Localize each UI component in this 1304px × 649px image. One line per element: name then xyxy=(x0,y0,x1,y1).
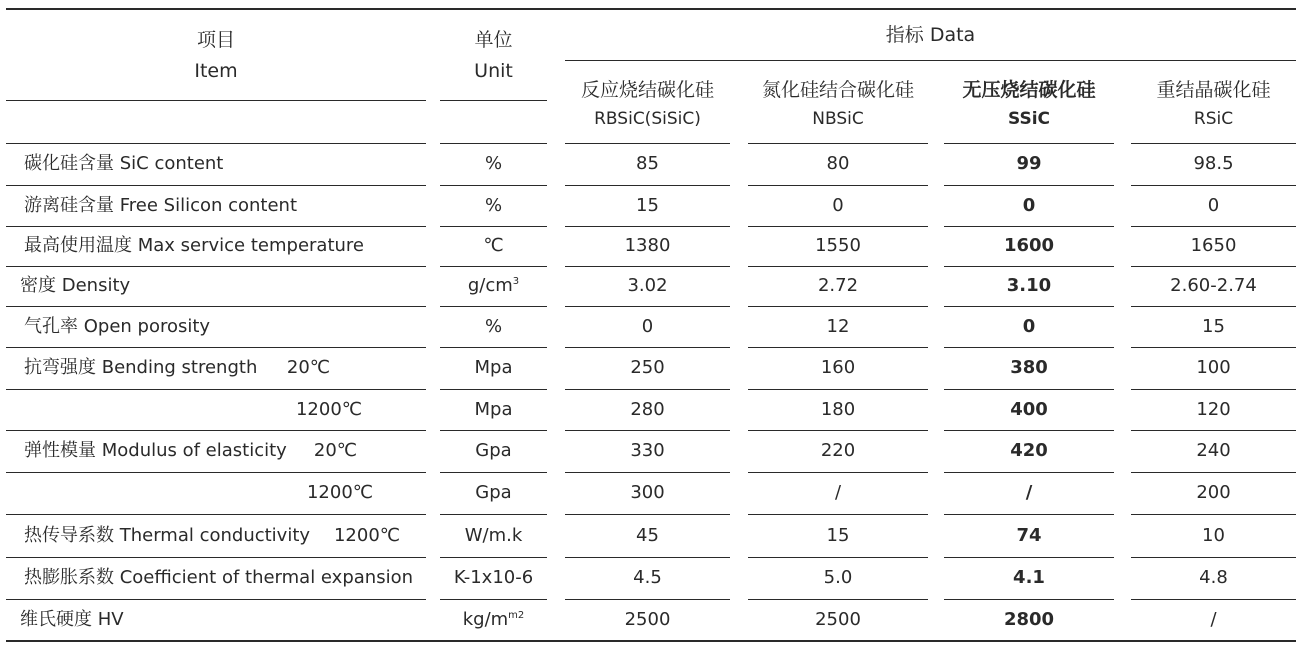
row-unit-text: kg/m xyxy=(462,609,509,630)
row-rule xyxy=(944,472,1114,473)
row-rule xyxy=(944,557,1114,558)
row-rule xyxy=(944,143,1114,144)
value-rbsic: 250 xyxy=(630,357,665,378)
row-unit-text: Mpa xyxy=(474,399,513,420)
row-rule xyxy=(944,347,1114,348)
value-rsic: 100 xyxy=(1196,357,1231,378)
value-rbsic: 330 xyxy=(630,440,665,461)
row-rule xyxy=(748,557,928,558)
row-rule xyxy=(6,557,426,558)
value-nbsic: 2.72 xyxy=(817,275,859,296)
row-rule xyxy=(440,185,547,186)
row-rule xyxy=(6,389,426,390)
col-header-nbsic-en: NBSiC xyxy=(812,109,864,129)
row-rule xyxy=(748,514,928,515)
row-rule xyxy=(1131,389,1296,390)
unit-header-en: Unit xyxy=(474,60,513,82)
row-rule xyxy=(1131,143,1296,144)
value-nbsic: 0 xyxy=(832,195,844,216)
col-header-nbsic-zh: 氮化硅结合碳化硅 xyxy=(761,79,914,101)
row-rule xyxy=(6,347,426,348)
row-unit xyxy=(440,153,547,175)
row-item-label: 最高使用温度 Max service temperature xyxy=(24,235,364,256)
value-rsic: 98.5 xyxy=(1193,153,1234,174)
value-ssic: 400 xyxy=(1010,399,1048,420)
value-nbsic: 15 xyxy=(826,525,850,546)
value-rsic: 0 xyxy=(1207,195,1220,216)
value-rbsic: 1380 xyxy=(624,235,671,256)
row-rule xyxy=(440,266,547,267)
value-nbsic: 2500 xyxy=(815,609,861,630)
row-rule xyxy=(1131,430,1296,431)
row-rule xyxy=(440,557,547,558)
row-item-label: 碳化硅含量 SiC content xyxy=(24,153,224,174)
unit-header-rule xyxy=(440,100,547,101)
value-ssic: 380 xyxy=(1010,357,1048,378)
value-rsic: 2.60-2.74 xyxy=(1170,275,1257,296)
row-rule xyxy=(6,226,426,227)
value-rsic: / xyxy=(1210,609,1217,630)
row-rule xyxy=(565,599,730,600)
row-unit-text: ℃ xyxy=(483,235,504,256)
col-header-rbsic-zh: 反应烧结碳化硅 xyxy=(580,79,714,101)
value-rbsic: 3.02 xyxy=(627,275,668,296)
row-item-label: 密度 Density xyxy=(20,275,131,296)
row-rule xyxy=(6,306,426,307)
value-rbsic: 300 xyxy=(630,482,665,503)
row-rule xyxy=(6,472,426,473)
row-unit xyxy=(440,567,547,589)
row-rule xyxy=(944,599,1114,600)
value-ssic: 3.10 xyxy=(1006,275,1052,296)
row-rule xyxy=(944,185,1114,186)
row-rule xyxy=(6,185,426,186)
value-nbsic: 220 xyxy=(820,440,856,461)
row-unit xyxy=(440,357,547,379)
row-rule xyxy=(944,430,1114,431)
row-rule xyxy=(440,514,547,515)
row-unit-text: W/m.k xyxy=(464,525,523,546)
value-ssic: 0 xyxy=(1022,316,1036,337)
table-bottom-rule xyxy=(6,640,1296,642)
row-unit xyxy=(440,482,547,504)
row-rule xyxy=(1131,266,1296,267)
row-rule xyxy=(748,143,928,144)
value-rbsic: 85 xyxy=(636,153,659,174)
value-rbsic: 2500 xyxy=(624,609,671,630)
row-unit-text: Gpa xyxy=(475,440,512,461)
row-rule xyxy=(440,226,547,227)
row-rule xyxy=(944,266,1114,267)
row-rule xyxy=(748,599,928,600)
row-rule xyxy=(748,306,928,307)
value-nbsic: / xyxy=(834,482,842,503)
row-rule xyxy=(1131,472,1296,473)
col-header-rsic-en: RSiC xyxy=(1193,109,1234,129)
value-rsic: 15 xyxy=(1202,316,1225,337)
row-unit xyxy=(440,399,547,421)
row-rule xyxy=(440,143,547,144)
row-rule xyxy=(440,306,547,307)
value-rsic: 10 xyxy=(1202,525,1225,546)
row-rule xyxy=(6,599,426,600)
col-header-rbsic-en: RBSiC(SiSiC) xyxy=(594,109,701,129)
row-item-label: 游离硅含量 Free Silicon content xyxy=(24,195,298,216)
value-ssic: 99 xyxy=(1016,153,1042,174)
value-nbsic: 1550 xyxy=(815,235,861,256)
value-ssic: / xyxy=(1025,482,1033,503)
row-unit xyxy=(440,275,547,297)
value-ssic: 420 xyxy=(1010,440,1048,461)
row-rule xyxy=(565,514,730,515)
row-item-label: 弹性模量 Modulus of elasticity xyxy=(24,440,287,461)
value-nbsic: 12 xyxy=(826,316,850,337)
row-unit xyxy=(440,525,547,547)
row-rule xyxy=(440,472,547,473)
value-nbsic: 180 xyxy=(820,399,856,420)
row-rule xyxy=(440,599,547,600)
row-temp-label: 20℃ xyxy=(313,440,357,461)
row-rule xyxy=(565,472,730,473)
row-temp-label: 1200℃ xyxy=(295,399,362,420)
row-unit xyxy=(440,235,547,257)
row-unit-text: % xyxy=(484,316,503,337)
row-rule xyxy=(565,185,730,186)
row-rule xyxy=(944,226,1114,227)
row-unit-text: K-1x10-6 xyxy=(453,567,534,588)
row-temp-label: 1200℃ xyxy=(333,525,400,546)
item-header-en: Item xyxy=(194,60,238,82)
col-header-ssic-zh: 无压烧结碳化硅 xyxy=(962,79,1096,101)
row-unit xyxy=(440,609,547,631)
row-item-label: 气孔率 Open porosity xyxy=(24,316,211,337)
value-nbsic: 160 xyxy=(820,357,856,378)
row-unit-superscript: m2 xyxy=(508,610,525,621)
value-ssic: 1600 xyxy=(1003,235,1055,256)
row-rule xyxy=(1131,599,1296,600)
value-rsic: 120 xyxy=(1196,399,1231,420)
row-rule xyxy=(565,266,730,267)
row-rule xyxy=(565,143,730,144)
value-rsic: 4.8 xyxy=(1199,567,1228,588)
row-temp-label: 1200℃ xyxy=(306,482,373,503)
unit-header-zh: 单位 xyxy=(474,29,513,51)
row-rule xyxy=(440,347,547,348)
row-unit xyxy=(440,195,547,217)
value-nbsic: 5.0 xyxy=(823,567,853,588)
row-unit-text: Gpa xyxy=(475,482,512,503)
value-ssic: 0 xyxy=(1022,195,1036,216)
row-item-label: 维氏硬度 HV xyxy=(20,609,124,630)
row-rule xyxy=(440,389,547,390)
col-header-ssic-en: SSiC xyxy=(1007,109,1051,129)
col-header-rsic-zh: 重结晶碳化硅 xyxy=(1156,79,1271,101)
item-header-zh: 项目 xyxy=(196,29,235,51)
row-rule xyxy=(748,430,928,431)
value-ssic: 74 xyxy=(1016,525,1042,546)
value-rbsic: 45 xyxy=(636,525,659,546)
row-unit-text: % xyxy=(484,195,503,216)
value-rsic: 240 xyxy=(1196,440,1231,461)
row-rule xyxy=(440,430,547,431)
row-rule xyxy=(944,514,1114,515)
row-rule xyxy=(565,306,730,307)
row-item-label: 热传导系数 Thermal conductivity xyxy=(24,525,311,546)
row-rule xyxy=(1131,306,1296,307)
row-unit-text: g/cm xyxy=(467,275,513,296)
row-unit xyxy=(440,440,547,462)
row-rule xyxy=(1131,185,1296,186)
row-rule xyxy=(6,514,426,515)
row-temp-label: 20℃ xyxy=(286,357,330,378)
row-rule xyxy=(565,557,730,558)
value-ssic: 4.1 xyxy=(1013,567,1045,588)
value-rsic: 1650 xyxy=(1190,235,1237,256)
row-rule xyxy=(748,347,928,348)
row-rule xyxy=(1131,514,1296,515)
value-rsic: 200 xyxy=(1196,482,1231,503)
row-unit-text: Mpa xyxy=(474,357,513,378)
row-rule xyxy=(1131,226,1296,227)
table-top-rule xyxy=(6,8,1296,10)
row-rule xyxy=(748,226,928,227)
data-header-title: 指标 Data xyxy=(885,24,976,46)
value-rbsic: 0 xyxy=(641,316,654,337)
row-rule xyxy=(748,266,928,267)
row-rule xyxy=(1131,347,1296,348)
value-rbsic: 4.5 xyxy=(633,567,662,588)
row-rule xyxy=(748,472,928,473)
row-unit-text: % xyxy=(484,153,503,174)
row-rule xyxy=(944,306,1114,307)
row-rule xyxy=(748,389,928,390)
value-rbsic: 280 xyxy=(630,399,665,420)
row-rule xyxy=(6,143,426,144)
row-item-label: 抗弯强度 Bending strength xyxy=(24,357,258,378)
row-rule xyxy=(565,347,730,348)
row-rule xyxy=(748,185,928,186)
value-nbsic: 80 xyxy=(826,153,850,174)
row-rule xyxy=(944,389,1114,390)
row-rule xyxy=(565,389,730,390)
value-ssic: 2800 xyxy=(1003,609,1055,630)
value-rbsic: 15 xyxy=(636,195,659,216)
row-unit-superscript: 3 xyxy=(512,276,520,287)
row-item-label: 热膨胀系数 Coefficient of thermal expansion xyxy=(24,567,413,588)
row-rule xyxy=(1131,557,1296,558)
row-rule xyxy=(6,430,426,431)
row-rule xyxy=(565,226,730,227)
data-header-rule xyxy=(565,60,1296,61)
row-rule xyxy=(6,266,426,267)
row-rule xyxy=(565,430,730,431)
row-unit xyxy=(440,316,547,338)
item-header-rule xyxy=(6,100,426,101)
